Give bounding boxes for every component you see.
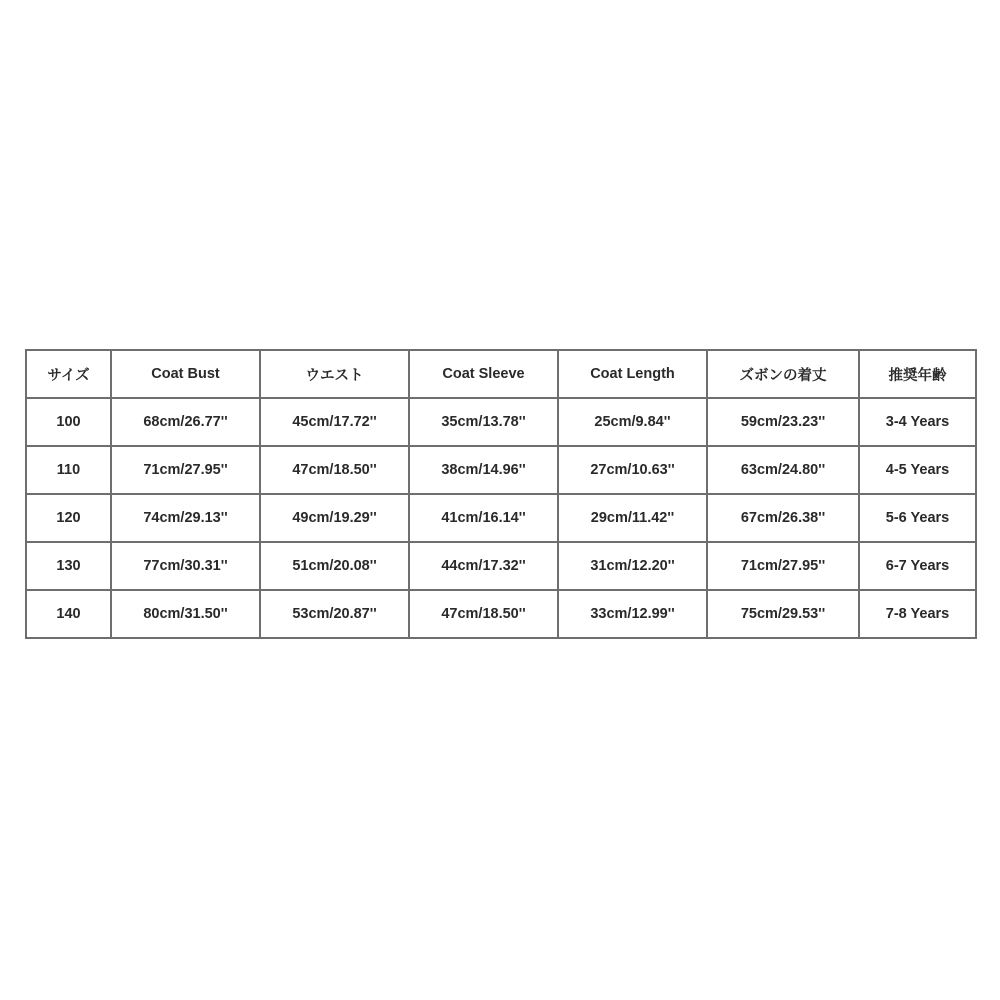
cell-size: 130	[26, 542, 111, 590]
header-row	[26, 350, 976, 398]
header-coat-length: Coat Length	[558, 350, 707, 398]
cell-waist: 47cm/18.50''	[260, 446, 409, 494]
cell-waist: 45cm/17.72''	[260, 398, 409, 446]
header-recommended-age: 推奨年齢	[859, 350, 976, 398]
cell-coat-bust: 68cm/26.77''	[111, 398, 260, 446]
cell-coat-bust: 74cm/29.13''	[111, 494, 260, 542]
cell-recommended-age: 7-8 Years	[859, 590, 976, 638]
cell-pants-length: 63cm/24.80''	[707, 446, 859, 494]
cell-size: 100	[26, 398, 111, 446]
cell-coat-bust: 80cm/31.50''	[111, 590, 260, 638]
header-coat-sleeve: Coat Sleeve	[409, 350, 558, 398]
table-row	[26, 398, 976, 446]
cell-coat-length: 29cm/11.42''	[558, 494, 707, 542]
cell-waist: 53cm/20.87''	[260, 590, 409, 638]
cell-size: 110	[26, 446, 111, 494]
header-size: サイズ	[26, 350, 111, 398]
cell-coat-length: 31cm/12.20''	[558, 542, 707, 590]
size-chart-table	[25, 349, 977, 639]
cell-pants-length: 59cm/23.23''	[707, 398, 859, 446]
cell-waist: 51cm/20.08''	[260, 542, 409, 590]
cell-coat-bust: 77cm/30.31''	[111, 542, 260, 590]
cell-size: 120	[26, 494, 111, 542]
cell-pants-length: 71cm/27.95''	[707, 542, 859, 590]
cell-pants-length: 67cm/26.38''	[707, 494, 859, 542]
cell-waist: 49cm/19.29''	[260, 494, 409, 542]
table-row	[26, 542, 976, 590]
table-row	[26, 446, 976, 494]
cell-recommended-age: 4-5 Years	[859, 446, 976, 494]
table-row	[26, 494, 976, 542]
cell-size: 140	[26, 590, 111, 638]
cell-coat-length: 27cm/10.63''	[558, 446, 707, 494]
cell-coat-bust: 71cm/27.95''	[111, 446, 260, 494]
cell-coat-sleeve: 38cm/14.96''	[409, 446, 558, 494]
header-pants-length: ズボンの着丈	[707, 350, 859, 398]
cell-coat-length: 33cm/12.99''	[558, 590, 707, 638]
cell-coat-length: 25cm/9.84''	[558, 398, 707, 446]
cell-pants-length: 75cm/29.53''	[707, 590, 859, 638]
cell-coat-sleeve: 41cm/16.14''	[409, 494, 558, 542]
cell-coat-sleeve: 44cm/17.32''	[409, 542, 558, 590]
header-waist: ウエスト	[260, 350, 409, 398]
cell-recommended-age: 5-6 Years	[859, 494, 976, 542]
table-row	[26, 590, 976, 638]
cell-recommended-age: 6-7 Years	[859, 542, 976, 590]
header-coat-bust: Coat Bust	[111, 350, 260, 398]
cell-coat-sleeve: 47cm/18.50''	[409, 590, 558, 638]
cell-coat-sleeve: 35cm/13.78''	[409, 398, 558, 446]
cell-recommended-age: 3-4 Years	[859, 398, 976, 446]
